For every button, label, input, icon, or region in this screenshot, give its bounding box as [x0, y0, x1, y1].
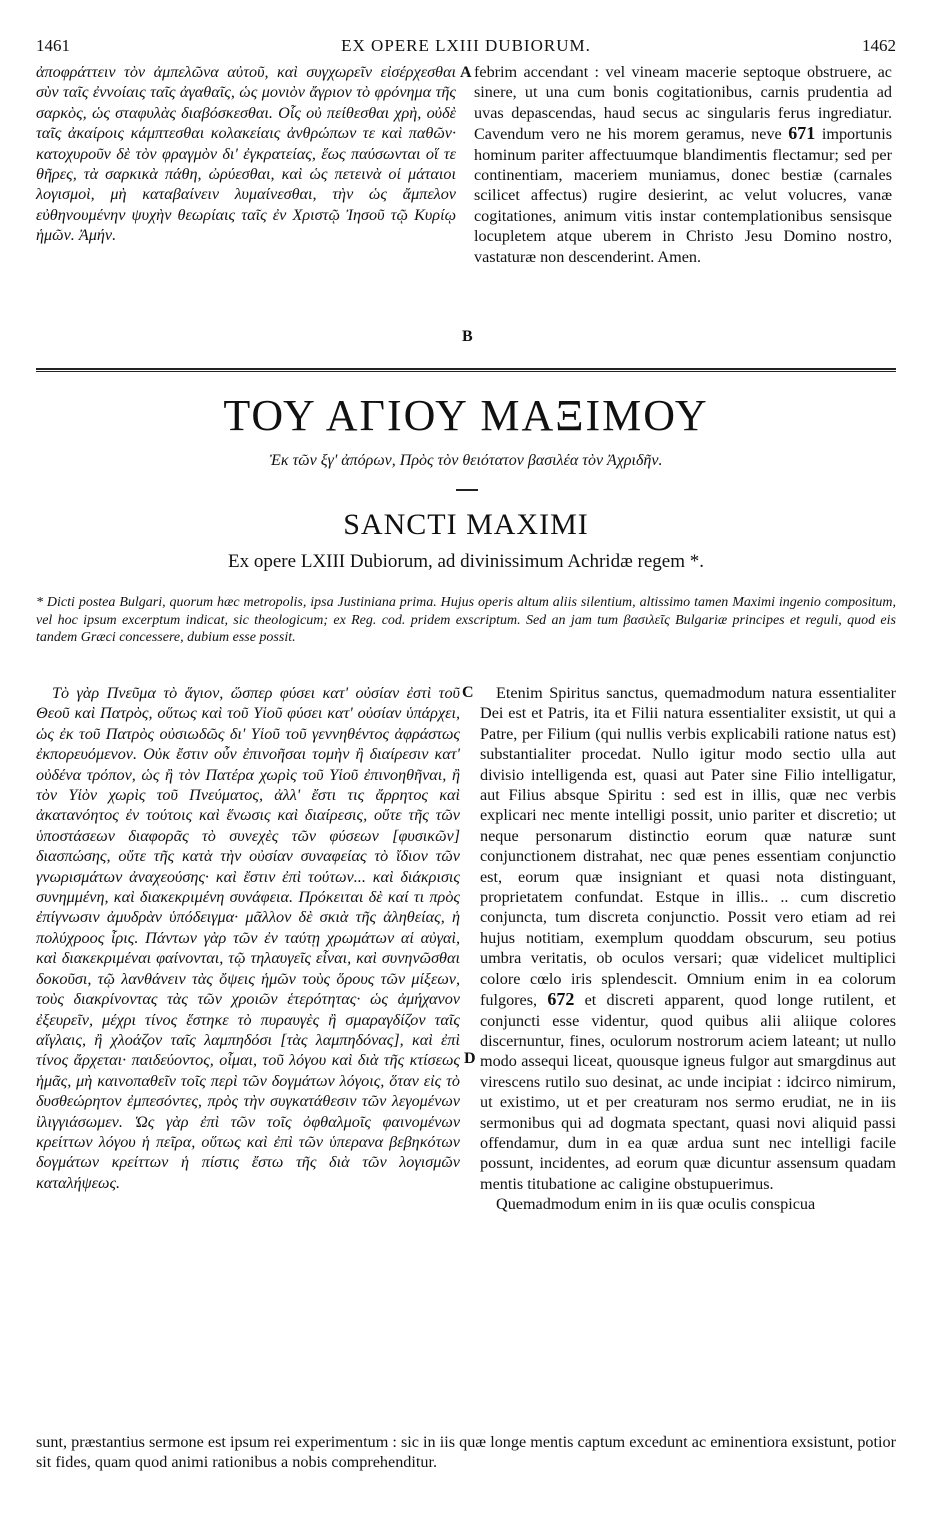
left-page-number: 1461 [36, 36, 70, 55]
top-latin-part2: importunis hominum pariter affectuumque blandimentis flectamur; sed per continentiam, maceriem muniamus, donec bestiæ (carnales scilicet affectus) rugire desierint, ac velut volucres, vanæ cogitationes, animum vitis instar contemplationibus sensisque locupletem atque uberem in Christo Jesu Domino nostro, vastaturæ non descenderint. Amen. [474, 125, 893, 266]
top-greek-column [36, 62, 456, 246]
title-dash-divider [456, 489, 478, 491]
column-number-671: 671 [788, 123, 816, 144]
main-greek-column [36, 683, 460, 1193]
main-latin-paragraph [480, 683, 896, 1194]
footnote: * Dicti postea Bulgari, quorum hæc metropolis, ipsa Justiniana prima. Hujus operis altum aliis silentium, altissimo tamen Maximi ingenio compositum, vel hoc ipsum excerptum indicat, sic theologicum; ex Reg. cod. pridem exscriptum. Sed an jam tum βασιλεῖς Bulgariæ principes et reguli, quod eis tandem Græci concessere, dubium esse possit. [36, 595, 896, 645]
right-page-number: 1462 [862, 36, 896, 55]
greek-title: ΤΟΥ ΑΓΙΟΥ ΜΑΞΙΜΟΥ [223, 391, 709, 440]
main-latin-part1: Etenim Spiritus sanctus, quemadmodum natura essentialiter Dei est et Patris, ita et Filii natura essentialiter exsistit, ut qui a Patre, per Filium (qui nullis verbis explicabili ratione natus est) substantialiter procedat. Nullo igitur modo sectio ulla aut divisio intelligenda est, quasi aut Pater sine Filio intelligatur, aut Filius absque Spiritu : sed est in illis, quæ nec verbis explicari nec mente intelligi possit, unio pariter et discretio; ut neque personarum distinctio eorum quæ naturæ sunt conjunctionem distrahat, nec quæ penes essentiam conjunctio est, eorum quæ insigniant et quasi nota distinguant, proprietatem confundat. Estque in illis.. .. cum discretio conjuncta, tum discreta conjunctio. Possit vero etiam ad rei hujus notitiam, exemplum quoddam obscurum, seu potius umbra veritatis, ob oculos versari; quæ videlicet multiplici colore cœlo iris splendescit. Omnium enim in ea colorum fulgores, [480, 684, 896, 1010]
top-latin-paragraph [474, 62, 892, 267]
top-latin-column [474, 62, 892, 267]
greek-subtitle: Ἐκ τῶν ξγ' ἀπόρων, Πρὸς τὸν θειότατον βασιλέα τὸν Ἀχριδῆν. [269, 452, 663, 469]
column-number-672: 672 [547, 989, 575, 1010]
section-divider-rule [36, 368, 896, 370]
top-greek-paragraph: ἀποφράττειν τὸν ἀμπελῶνα αὐτοῦ, καὶ συγχωρεῖν εἰσέρχεσθαι σὺν ταῖς ἐννοίαις ταῖς ἀγαθαῖς, ὡς μονιὸν ἄγριον τὸ φρόνημα τῆς σαρκὸς, ὡς σταφυλὰς διαβόσκεσθαι. Οἷς οὐ πείθεσθαι χρὴ, οὐδὲ ταῖς ἀκαίροις κάμπτεσθαι κολακείαις ἀνθρώπων τε καὶ παθῶν· κατοχυροῦν δὲ τὸν φραγμὸν δι' ἐγκρατείας, ἕως παύσωνται οἵ τε θῆρες, τὰ σαρκικὰ πάθη, ὠρύεσθαι, καὶ ὡς πετεινὰ οἱ μάταιοι λογισμοὶ, μὴ καταβαίνειν λυμαίνεσθαι, τὴν ὡς ἄμπελον εὐθηνουμένην ψυχὴν θεωρίαις ταῖς ἐν Χριστῷ Ἰησοῦ τῷ Κυρίῳ ἡμῶν. Ἀμήν. [36, 63, 456, 245]
main-latin-part2: et discreti apparent, quod longe rutilent, et conjuncti esse videntur, quod quibus alii aliique colores discernuntur, fines, oculorum nostrorum aciem lateant; ut nullo modo assequi liceat, quousque igneus fulgor aut smargdinus aut virescens rutilo suo desinat, ac unde incipiat : idcirco nimirum, ut existimo, ut et per creaturam nos sermo erudiat, ne in iis sermonibus qui ad dogmata spectant, quasi novi aliquid passi offendamur, dum in ea quæ ardua sunt nec intelligi facile possunt, incidentes, ad eorum quæ dicuntur assensum quadam mentis titubatione ac caligine obstupuerimus. [480, 991, 897, 1193]
main-latin-column [480, 683, 896, 1215]
latin-title: SANCTI MAXIMI [343, 508, 589, 541]
margin-marker-a: A [460, 64, 472, 81]
main-greek-paragraph: Τὸ γὰρ Πνεῦμα τὸ ἅγιον, ὥσπερ φύσει κατ' οὐσίαν ἐστὶ τοῦ Θεοῦ καὶ Πατρὸς, οὕτως καὶ τοῦ Υἱοῦ φύσει κατ' οὐσίαν ὑπάρχει, ὡς ἐκ τοῦ Πατρὸς οὐσιωδῶς δι' Υἱοῦ τοῦ γεννηθέντος ἀφράστως ἐκπορευόμενον. Οὐκ ἔστιν οὖν ἐπινοῆσαι τομὴν ἢ διαίρεσιν κατ' οὐδένα τρόπον, ὡς ἢ τὸν Πατέρα χωρὶς τοῦ Υἱοῦ ἐπινοηθῆναι, ἢ τὸν Υἱὸν χωρὶς τοῦ Πνεύματος, ἀλλ' ἔστι τις ἄρρητος καὶ ἀκατανόητος ἐν τούτοις καὶ ἕνωσις καὶ διαίρεσις, οὔτε τῆς τῶν ὑποστάσεων διαφορᾶς τὸ συνεχὲς τῶν φύσεων [φυσικῶν] διασπώσης, οὔτε τῆς κατὰ τὴν οὐσίαν συναφείας τὸ ἴδιον τῶν γνωρισμάτων ἀναχεούσης· καὶ ἔστιν ἐπὶ τούτων... καὶ διάκρισις συνημμένη, καὶ διακεκριμένη συνάφεια. Πρόκειται δὲ καί τι πρὸς ἐπίγνωσιν ἀμυδρὰν ὑπόδειγμα· μᾶλλον δὲ σκιὰ τῆς ἀληθείας, ἡ πολύχροος ἶρις. Πάντων γὰρ τῶν ἐν ταύτῃ χρωμάτων αἱ αὐγαὶ, καὶ διακεκριμέναι φαίνονται, τῷ τηλαυγεῖς εἶναι, καὶ συνηνῶσθαι δοκοῦσι, τῷ λανθάνειν τὰς ὄψεις ἡμῶν τοὺς ὅρους τῶν μίξεων, τοὺς διακρίνοντας τὰς τῶν χροιῶν ἑτερότητας· ὡς ἀμήχανον ἐξευρεῖν, μέχρι τίνος ἕστηκε τὸ πυραυγὲς ἢ σμαραγδίζον ταῖς αἴγλαις, ἢ χλοάζον ταῖς λαμπηδόσι [τὰς λαμπηδόνας], καὶ ἐπὶ τίνος ἄρχεται· παιδεύοντος, οἶμαι, τοῦ λόγου καὶ διὰ τῆς κτίσεως ἡμᾶς, μὴ καινοπαθεῖν τοῖς περὶ τῶν δογμάτων λόγοις, ὅταν εἰς τὸ δυσθεώρητον ἐμπεσόντες, πρὸς τὴν συγκατάθεσιν τῶν λεγομένων ἰλιγγιάσωμεν. Ὡς γὰρ ἐπὶ τῶν τοῖς ὀφθαλμοῖς φαινομένων κρείττων λόγου ἡ πεῖρα, οὕτως καὶ ἐπὶ τῶν ὑπερανα βεβηκότων δογμάτων κρείττων ἡ πίστις ἔστω τῆς διὰ τῶν λογισμῶν καταλήψεως. [36, 684, 460, 1192]
margin-marker-d: D [464, 1050, 476, 1067]
running-title: EX OPERE LXIII DUBIORUM. [341, 36, 591, 55]
top-latin-part1: febrim accendant : vel vineam macerie septoque obstruere, ac sinere, ut una cum bonis cogitationibus, carnis prudentia ad uvas depascendas, haud secus ac singularis ferus ingrediatur. Cavendum vero ne his morem geramus, neve [474, 63, 892, 144]
running-header [36, 36, 896, 58]
main-latin-paragraph-2: Quemadmodum enim in iis quæ oculis conspicua [496, 1195, 816, 1214]
margin-marker-b: B [462, 328, 473, 345]
latin-subtitle: Ex opere LXIII Dubiorum, ad divinissimum Achridæ regem *. [228, 551, 704, 572]
margin-marker-c: C [462, 684, 474, 701]
bottom-full-width-text: sunt, præstantius sermone est ipsum rei experimentum : sic in iis quæ longe mentis captum excedunt ac eminentiora exsistunt, potior sit fides, quam quod animi rationibus a nobis comprehenditur. [36, 1433, 896, 1472]
section-divider-rule-thin [36, 371, 896, 372]
